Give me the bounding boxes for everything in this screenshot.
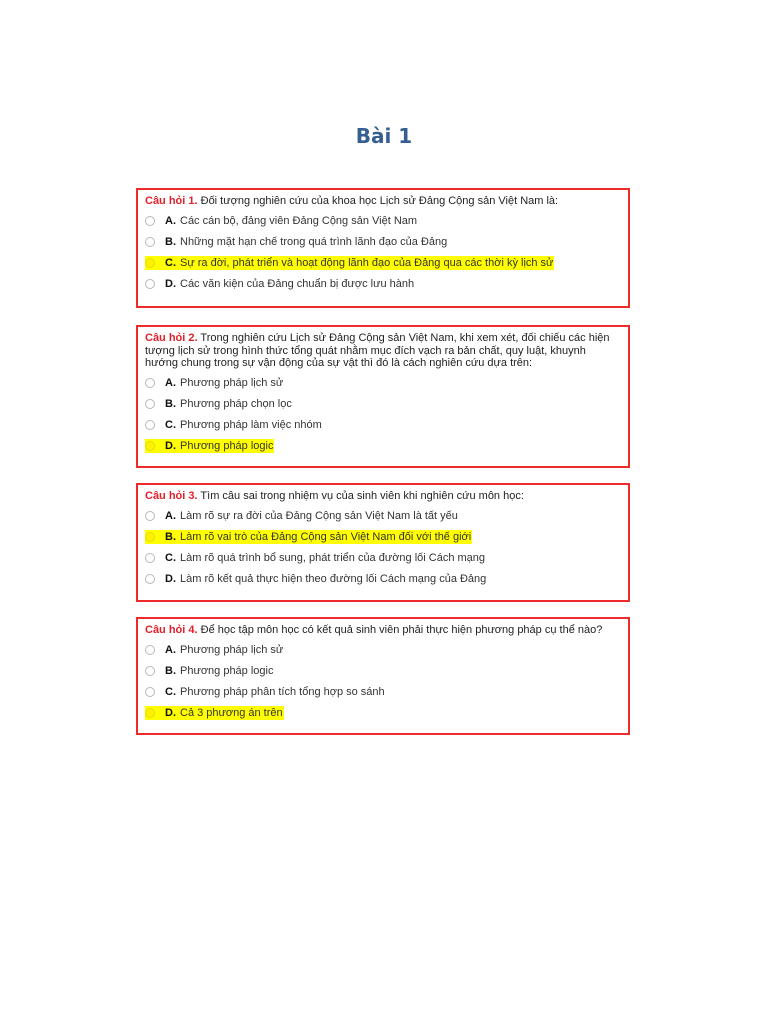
- question-card-2: [136, 325, 630, 468]
- option-1c[interactable]: [145, 253, 620, 274]
- radio-icon[interactable]: [145, 645, 155, 655]
- radio-icon[interactable]: [145, 687, 155, 697]
- option-text: Những mặt hạn chế trong quá trình lãnh đạo của Đảng: [180, 236, 448, 248]
- radio-icon[interactable]: [145, 378, 155, 388]
- question-card-1: [136, 188, 630, 308]
- page-title: Bài 1: [355, 124, 413, 148]
- option-4c[interactable]: [145, 682, 620, 703]
- option-text: Sự ra đời, phát triển và hoạt động lãnh đạo của Đảng qua các thời kỳ lịch sử: [180, 257, 554, 269]
- option-3b[interactable]: [145, 527, 620, 548]
- option-1a[interactable]: [145, 211, 620, 232]
- option-text: Làm rõ sự ra đời của Đảng Cộng sản Việt Nam là tất yếu: [180, 510, 458, 522]
- highlight-mark: [145, 706, 284, 720]
- option-letter: C.: [165, 419, 176, 431]
- option-text: Phương pháp lịch sử: [180, 377, 284, 389]
- radio-icon[interactable]: [145, 553, 155, 563]
- question-text-3: [145, 490, 620, 503]
- option-text: Các cán bộ, đảng viên Đảng Cộng sản Việt Nam: [180, 215, 418, 227]
- option-letter: A.: [165, 377, 176, 389]
- option-letter: B.: [165, 236, 176, 248]
- radio-icon[interactable]: [145, 708, 155, 718]
- question-body: Để học tập môn học có kết quả sinh viên phải thực hiện phương pháp cụ thể nào?: [200, 624, 603, 636]
- option-text: Làm rõ quá trình bổ sung, phát triển của đường lối Cách mạng: [180, 552, 486, 564]
- option-letter: B.: [165, 398, 176, 410]
- option-4d[interactable]: [145, 703, 620, 724]
- radio-icon[interactable]: [145, 532, 155, 542]
- option-letter: D.: [165, 278, 176, 290]
- option-1d[interactable]: [145, 274, 620, 295]
- option-letter: D.: [165, 440, 176, 452]
- question-label: Câu hỏi 4.: [145, 624, 198, 636]
- option-letter: C.: [165, 257, 176, 269]
- radio-icon[interactable]: [145, 237, 155, 247]
- option-letter: A.: [165, 510, 176, 522]
- question-text-1: [145, 195, 620, 208]
- option-text: Phương pháp chọn lọc: [180, 398, 292, 410]
- highlight-mark: [145, 439, 274, 453]
- option-text: Cả 3 phương án trên: [180, 707, 283, 719]
- option-letter: D.: [165, 573, 176, 585]
- option-text: Phương pháp lịch sử: [180, 644, 284, 656]
- option-2d[interactable]: [145, 436, 620, 457]
- question-card-3: [136, 483, 630, 602]
- option-2b[interactable]: [145, 394, 620, 415]
- question-label: Câu hỏi 1.: [145, 195, 198, 207]
- question-text-2: [145, 332, 620, 370]
- option-3c[interactable]: [145, 548, 620, 569]
- option-letter: A.: [165, 215, 176, 227]
- option-text: Phương pháp logic: [180, 440, 274, 452]
- highlight-mark: [145, 530, 472, 544]
- radio-icon[interactable]: [145, 258, 155, 268]
- option-2c[interactable]: [145, 415, 620, 436]
- question-body: Đối tượng nghiên cứu của khoa học Lịch sử Đảng Cộng sản Việt Nam là:: [200, 195, 559, 207]
- option-text: Phương pháp làm việc nhóm: [180, 419, 322, 431]
- option-2a[interactable]: [145, 373, 620, 394]
- question-body: Trong nghiên cứu Lịch sử Đảng Cộng sản Việt Nam, khi xem xét, đối chiếu các hiện tượng lịch sử trong hình thức tổng quát nhằm mục đích vạch ra bản chất, quy luật, khuynh hướng chung trong sự vận động của sự vật thì đó là cách nghiên cứu dựa trên:: [145, 332, 610, 369]
- radio-icon[interactable]: [145, 279, 155, 289]
- option-text: Phương pháp logic: [180, 665, 274, 677]
- radio-icon[interactable]: [145, 574, 155, 584]
- question-label: Câu hỏi 3.: [145, 490, 198, 502]
- radio-icon[interactable]: [145, 216, 155, 226]
- option-letter: C.: [165, 552, 176, 564]
- radio-icon[interactable]: [145, 399, 155, 409]
- option-text: Làm rõ vai trò của Đảng Cộng sản Việt Nam đối với thế giới: [180, 531, 472, 543]
- radio-icon[interactable]: [145, 441, 155, 451]
- option-letter: A.: [165, 644, 176, 656]
- question-text-4: [145, 624, 620, 637]
- option-letter: B.: [165, 665, 176, 677]
- option-3d[interactable]: [145, 569, 620, 590]
- highlight-mark: [145, 256, 554, 270]
- question-body: Tìm câu sai trong nhiệm vụ của sinh viên khi nghiên cứu môn học:: [200, 490, 524, 502]
- option-letter: C.: [165, 686, 176, 698]
- question-label: Câu hỏi 2.: [145, 332, 198, 344]
- option-4b[interactable]: [145, 661, 620, 682]
- radio-icon[interactable]: [145, 666, 155, 676]
- option-text: Phương pháp phân tích tổng hợp so sánh: [180, 686, 385, 698]
- option-4a[interactable]: [145, 640, 620, 661]
- radio-icon[interactable]: [145, 511, 155, 521]
- option-1b[interactable]: [145, 232, 620, 253]
- option-letter: D.: [165, 707, 176, 719]
- option-3a[interactable]: [145, 506, 620, 527]
- option-text: Các văn kiện của Đảng chuẩn bị được lưu hành: [180, 278, 415, 290]
- question-card-4: [136, 617, 630, 735]
- radio-icon[interactable]: [145, 420, 155, 430]
- option-letter: B.: [165, 531, 176, 543]
- option-text: Làm rõ kết quả thực hiện theo đường lối Cách mạng của Đảng: [180, 573, 487, 585]
